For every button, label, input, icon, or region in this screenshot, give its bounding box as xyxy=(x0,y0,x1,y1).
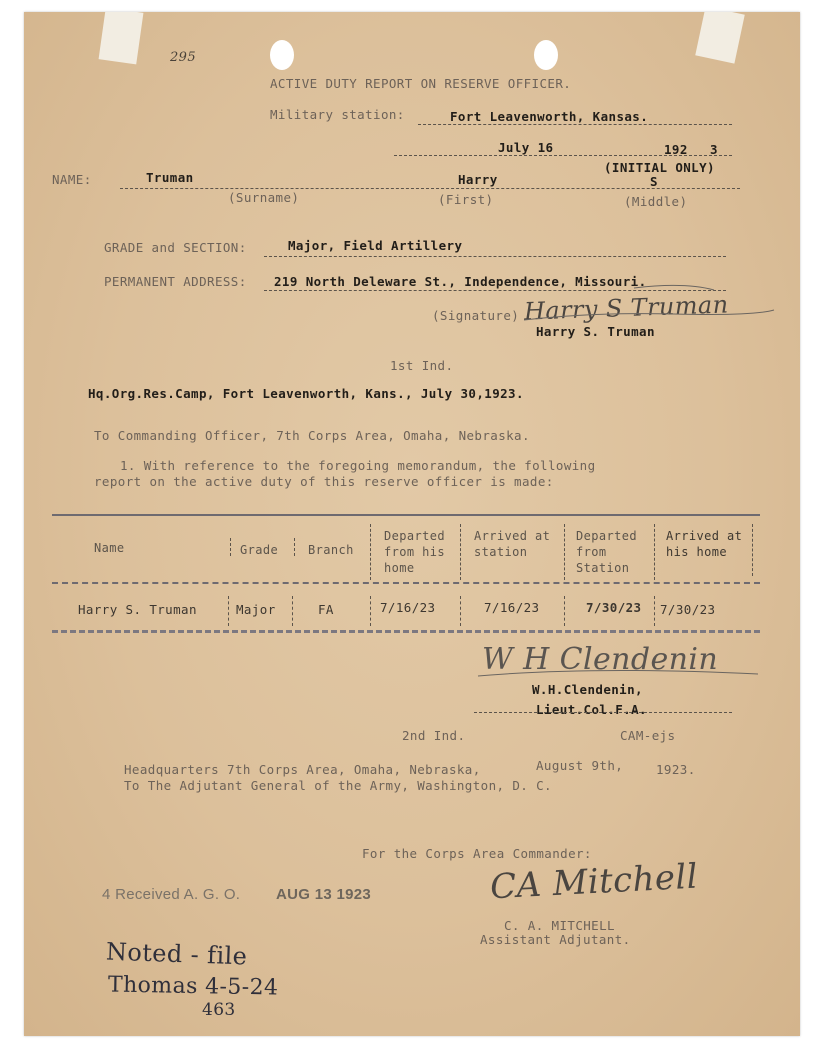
table-row-divider xyxy=(370,596,371,626)
middle-caption: (Middle) xyxy=(624,194,688,209)
typed-signature-name: Harry S. Truman xyxy=(536,324,655,339)
handwritten-note-line2: Thomas 4-5-24 xyxy=(107,972,279,1001)
table-header-branch: Branch xyxy=(308,543,354,557)
table-header-departed-home-3: home xyxy=(384,561,415,575)
table-header-departed-station-2: from xyxy=(576,545,607,559)
table-header-arrived-home-1: Arrived at xyxy=(666,529,743,543)
military-station-label: Military station: xyxy=(270,107,405,122)
table-row-divider xyxy=(460,596,461,626)
page-number: 295 xyxy=(170,50,197,65)
address-value: 219 North Deleware St., Independence, Missouri. xyxy=(274,274,647,289)
table-header-rule xyxy=(52,582,760,584)
clendenin-signature: W H Clendenin xyxy=(482,642,719,677)
received-stamp-prefix: 4 Received A. G. O. xyxy=(102,886,241,903)
report-date-line xyxy=(394,155,732,156)
grade-label: GRADE and SECTION: xyxy=(104,240,247,255)
punch-hole-right xyxy=(534,40,558,70)
name-label: NAME: xyxy=(52,172,92,187)
name-line xyxy=(120,188,740,189)
handwritten-note-line3: 463 xyxy=(202,1000,236,1020)
table-row-divider xyxy=(654,596,655,626)
mitchell-title: Assistant Adjutant. xyxy=(480,932,631,947)
report-date: July 16 xyxy=(498,140,554,155)
table-header-departed-home-1: Departed xyxy=(384,529,445,543)
received-stamp-date: AUG 13 1923 xyxy=(276,886,372,903)
first-caption: (First) xyxy=(438,192,494,207)
second-ind-date: August 9th, xyxy=(536,758,624,773)
table-cell-departed-station: 7/30/23 xyxy=(586,600,642,615)
tape-strip-right xyxy=(695,12,745,64)
second-ind-year: 1923. xyxy=(656,762,696,777)
table-header-departed-station-1: Departed xyxy=(576,529,637,543)
middle-initial-value: S xyxy=(650,174,658,189)
table-header-divider xyxy=(294,538,295,556)
military-station-value: Fort Leavenworth, Kansas. xyxy=(450,109,649,124)
table-header-divider xyxy=(564,524,565,580)
table-header-divider xyxy=(370,524,371,580)
second-ind-initials: CAM-ejs xyxy=(620,728,676,743)
initial-only-note: (INITIAL ONLY) xyxy=(604,160,715,175)
table-cell-name: Harry S. Truman xyxy=(78,602,197,617)
report-year-digit: 3 xyxy=(710,142,718,157)
clendenin-signature-underline xyxy=(474,660,764,684)
second-ind-heading: 2nd Ind. xyxy=(402,728,466,743)
table-bottom-rule xyxy=(52,630,760,633)
commander-line: For the Corps Area Commander: xyxy=(362,846,592,861)
surname-value: Truman xyxy=(146,170,194,185)
clendenin-rank-line xyxy=(474,712,732,713)
punch-hole-left xyxy=(270,40,294,70)
table-header-arrived-station-2: station xyxy=(474,545,528,559)
report-year-prefix: 192 xyxy=(664,142,688,157)
table-header-arrived-home-2: his home xyxy=(666,545,727,559)
second-ind-to-line: To The Adjutant General of the Army, Washington, D. C. xyxy=(124,778,552,793)
table-cell-branch: FA xyxy=(318,602,334,617)
table-row-divider xyxy=(228,596,229,626)
signature-label: (Signature) xyxy=(432,308,520,323)
surname-caption: (Surname) xyxy=(228,190,300,205)
tape-strip-left xyxy=(99,12,144,64)
table-cell-departed-home: 7/16/23 xyxy=(380,600,436,615)
grade-line xyxy=(264,256,726,257)
table-cell-arrived-station: 7/16/23 xyxy=(484,600,540,615)
address-label: PERMANENT ADDRESS: xyxy=(104,274,247,289)
first-ind-para-line2: report on the active duty of this reserve officer is made: xyxy=(94,474,554,489)
table-header-departed-station-3: Station xyxy=(576,561,630,575)
truman-signature-flourish xyxy=(514,280,784,330)
table-header-divider xyxy=(230,538,231,556)
mitchell-name: C. A. MITCHELL xyxy=(504,918,615,933)
clendenin-rank: Lieut.Col.F.A. xyxy=(536,702,647,717)
table-header-divider xyxy=(752,524,753,576)
handwritten-note-line1: Noted - file xyxy=(105,937,248,971)
table-top-rule xyxy=(52,514,760,516)
table-header-arrived-station-1: Arrived at xyxy=(474,529,551,543)
table-header-grade: Grade xyxy=(240,543,279,557)
military-station-line xyxy=(418,124,732,125)
table-cell-arrived-home: 7/30/23 xyxy=(660,602,716,617)
table-header-name: Name xyxy=(94,541,125,555)
second-ind-hq-line: Headquarters 7th Corps Area, Omaha, Nebraska, xyxy=(124,762,481,777)
document-title: ACTIVE DUTY REPORT ON RESERVE OFFICER. xyxy=(270,76,572,91)
table-cell-grade: Major xyxy=(236,602,276,617)
table-header-divider xyxy=(460,524,461,580)
mitchell-signature: CA Mitchell xyxy=(489,856,699,908)
grade-value: Major, Field Artillery xyxy=(288,238,463,253)
first-ind-heading: 1st Ind. xyxy=(390,358,454,373)
table-header-divider xyxy=(654,524,655,580)
first-name-value: Harry xyxy=(458,172,498,187)
table-row-divider xyxy=(564,596,565,626)
table-header-departed-home-2: from his xyxy=(384,545,445,559)
truman-signature: Harry S Truman xyxy=(523,290,729,326)
clendenin-name: W.H.Clendenin, xyxy=(532,682,643,697)
first-ind-from-line: Hq.Org.Res.Camp, Fort Leavenworth, Kans., July 30,1923. xyxy=(88,386,524,401)
table-row-divider xyxy=(292,596,293,626)
first-ind-para-line1: 1. With reference to the foregoing memorandum, the following xyxy=(120,458,596,473)
first-ind-to-line: To Commanding Officer, 7th Corps Area, Omaha, Nebraska. xyxy=(94,428,530,443)
document-page xyxy=(24,12,800,1036)
